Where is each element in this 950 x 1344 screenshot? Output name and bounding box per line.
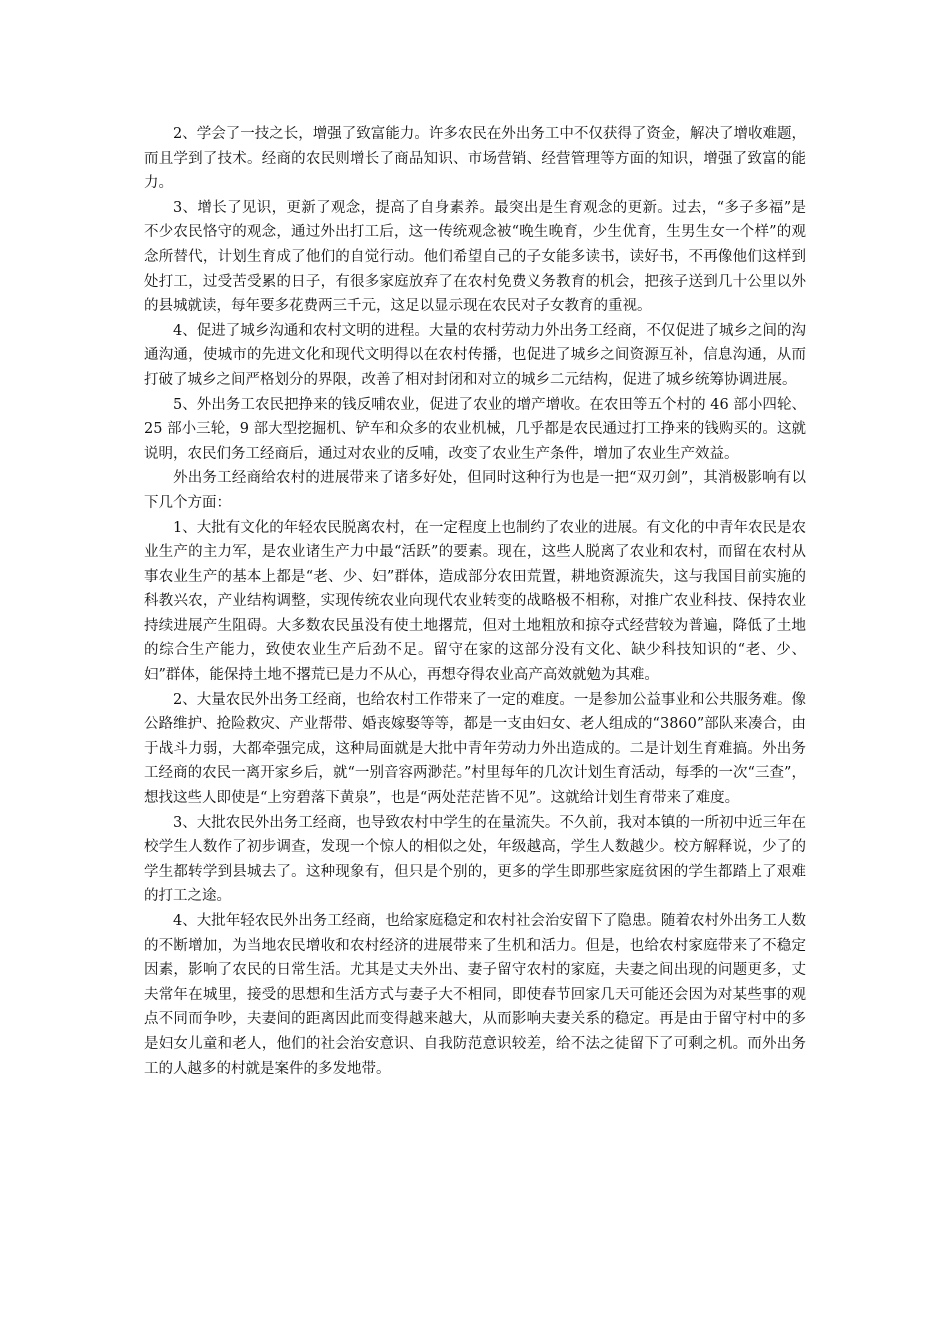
document-body: [144, 122, 806, 1081]
paragraph-drawback-1: 1、大批有文化的年轻农民脱离农村，在一定程度上也制约了农业的进展。有文化的中青年农民是农业生产的主力军，是农业诸生产力中最“活跃”的要素。现在，这些人脱离了农业和农村，而留在农村从事农业生产的基本上都是“老、少、妇”群体，造成部分农田荒置，耕地资源流失，这与我国目前实施的科教兴农，产业结构调整，实现传统农业向现代农业转变的战略极不相称，对推广农业科技、保持农业持续进展产生阻碍。大多数农民虽没有使土地撂荒，但对土地粗放和掠夺式经营较为普遍，降低了土地的综合生产能力，致使农业生产后劲不足。留守在家的这部分没有文化、缺少科技知识的“老、少、妇”群体，能保持土地不撂荒已是力不从心，再想夺得农业高产高效就勉为其难。: [144, 519, 806, 684]
paragraph-drawback-3: 3、大批农民外出务工经商，也导致农村中学生的在量流失。不久前，我对本镇的一所初中近三年在校学生人数作了初步调查，发现一个惊人的相似之处，年级越高，学生人数越少。校方解释说，少了的学生都转学到县城去了。这种现象有，但只是个别的，更多的学生即那些家庭贫困的学生都踏上了艰难的打工之途。: [144, 814, 806, 905]
paragraph-benefit-4: 4、促进了城乡沟通和农村文明的进程。大量的农村劳动力外出务工经商，不仅促进了城乡之间的沟通沟通，使城市的先进文化和现代文明得以在农村传播，也促进了城乡之间资源互补，信息沟通，从而打破了城乡之间严格划分的界限，改善了相对封闭和对立的城乡二元结构，促进了城乡统筹协调进展。: [144, 322, 806, 388]
paragraph-benefit-2: 2、学会了一技之长，增强了致富能力。许多农民在外出务工中不仅获得了资金，解决了增收难题，而且学到了技术。经商的农民则增长了商品知识、市场营销、经营管理等方面的知识，增强了致富的能力。: [144, 126, 806, 192]
paragraph-transition: 外出务工经商给农村的进展带来了诸多好处，但同时这种行为也是一把“双刃剑”，其消极影响有以下几个方面：: [144, 470, 806, 511]
paragraph-drawback-4: 4、大批年轻农民外出务工经商，也给家庭稳定和农村社会治安留下了隐患。随着农村外出务工人数的不断增加，为当地农民增收和农村经济的进展带来了生机和活力。但是，也给农村家庭带来了不稳定因素，影响了农民的日常生活。尤其是丈夫外出、妻子留守农村的家庭，夫妻之间出现的问题更多，丈夫常年在城里，接受的思想和生活方式与妻子大不相同，即使春节回家几天可能还会因为对某些事的观点不同而争吵，夫妻间的距离因此而变得越来越大，从而影响夫妻关系的稳定。再是由于留守村中的多是妇女儿童和老人，他们的社会治安意识、自我防范意识较差，给不法之徒留下了可剩之机。而外出务工的人越多的村就是案件的多发地带。: [144, 913, 806, 1077]
paragraph-benefit-3: 3、增长了见识，更新了观念，提高了自身素养。最突出是生育观念的更新。过去，“多子多福”是不少农民恪守的观念，通过外出打工后，这一传统观念被“晚生晚育，少生优育，生男生女一个样”的观念所替代，计划生育成了他们的自觉行动。他们希望自己的子女能多读书，读好书，不再像他们这样到处打工，过受苦受累的日子，有很多家庭放弃了在农村免费义务教育的机会，把孩子送到几十公里以外的县城就读，每年要多花费两三千元，这足以显示现在农民对子女教育的重视。: [144, 199, 806, 315]
paragraph-benefit-5: 5、外出务工农民把挣来的钱反哺农业，促进了农业的增产增收。在农田等五个村的 46 部小四轮、25 部小三轮，9 部大型挖掘机、铲车和众多的农业机械，几乎都是农民通过打工挣来的钱购买的。这就说明，农民们务工经商后，通过对农业的反哺，改变了农业生产条件，增加了农业生产效益。: [144, 396, 806, 462]
paragraph-drawback-2: 2、大量农民外出务工经商，也给农村工作带来了一定的难度。一是参加公益事业和公共服务难。像公路维护、抢险救灾、产业帮带、婚丧嫁娶等等，都是一支由妇女、老人组成的“3860”部队来凑合，由于战斗力弱，大都牵强完成，这种局面就是大批中青年劳动力外出造成的。二是计划生育难搞。外出务工经商的农民一离开家乡后，就“一别音容两渺茫。”村里每年的几次计划生育活动，每季的一次“三查”，想找这些人即使是“上穷碧落下黄泉”，也是“两处茫茫皆不见”。这就给计划生育带来了难度。: [144, 691, 806, 807]
